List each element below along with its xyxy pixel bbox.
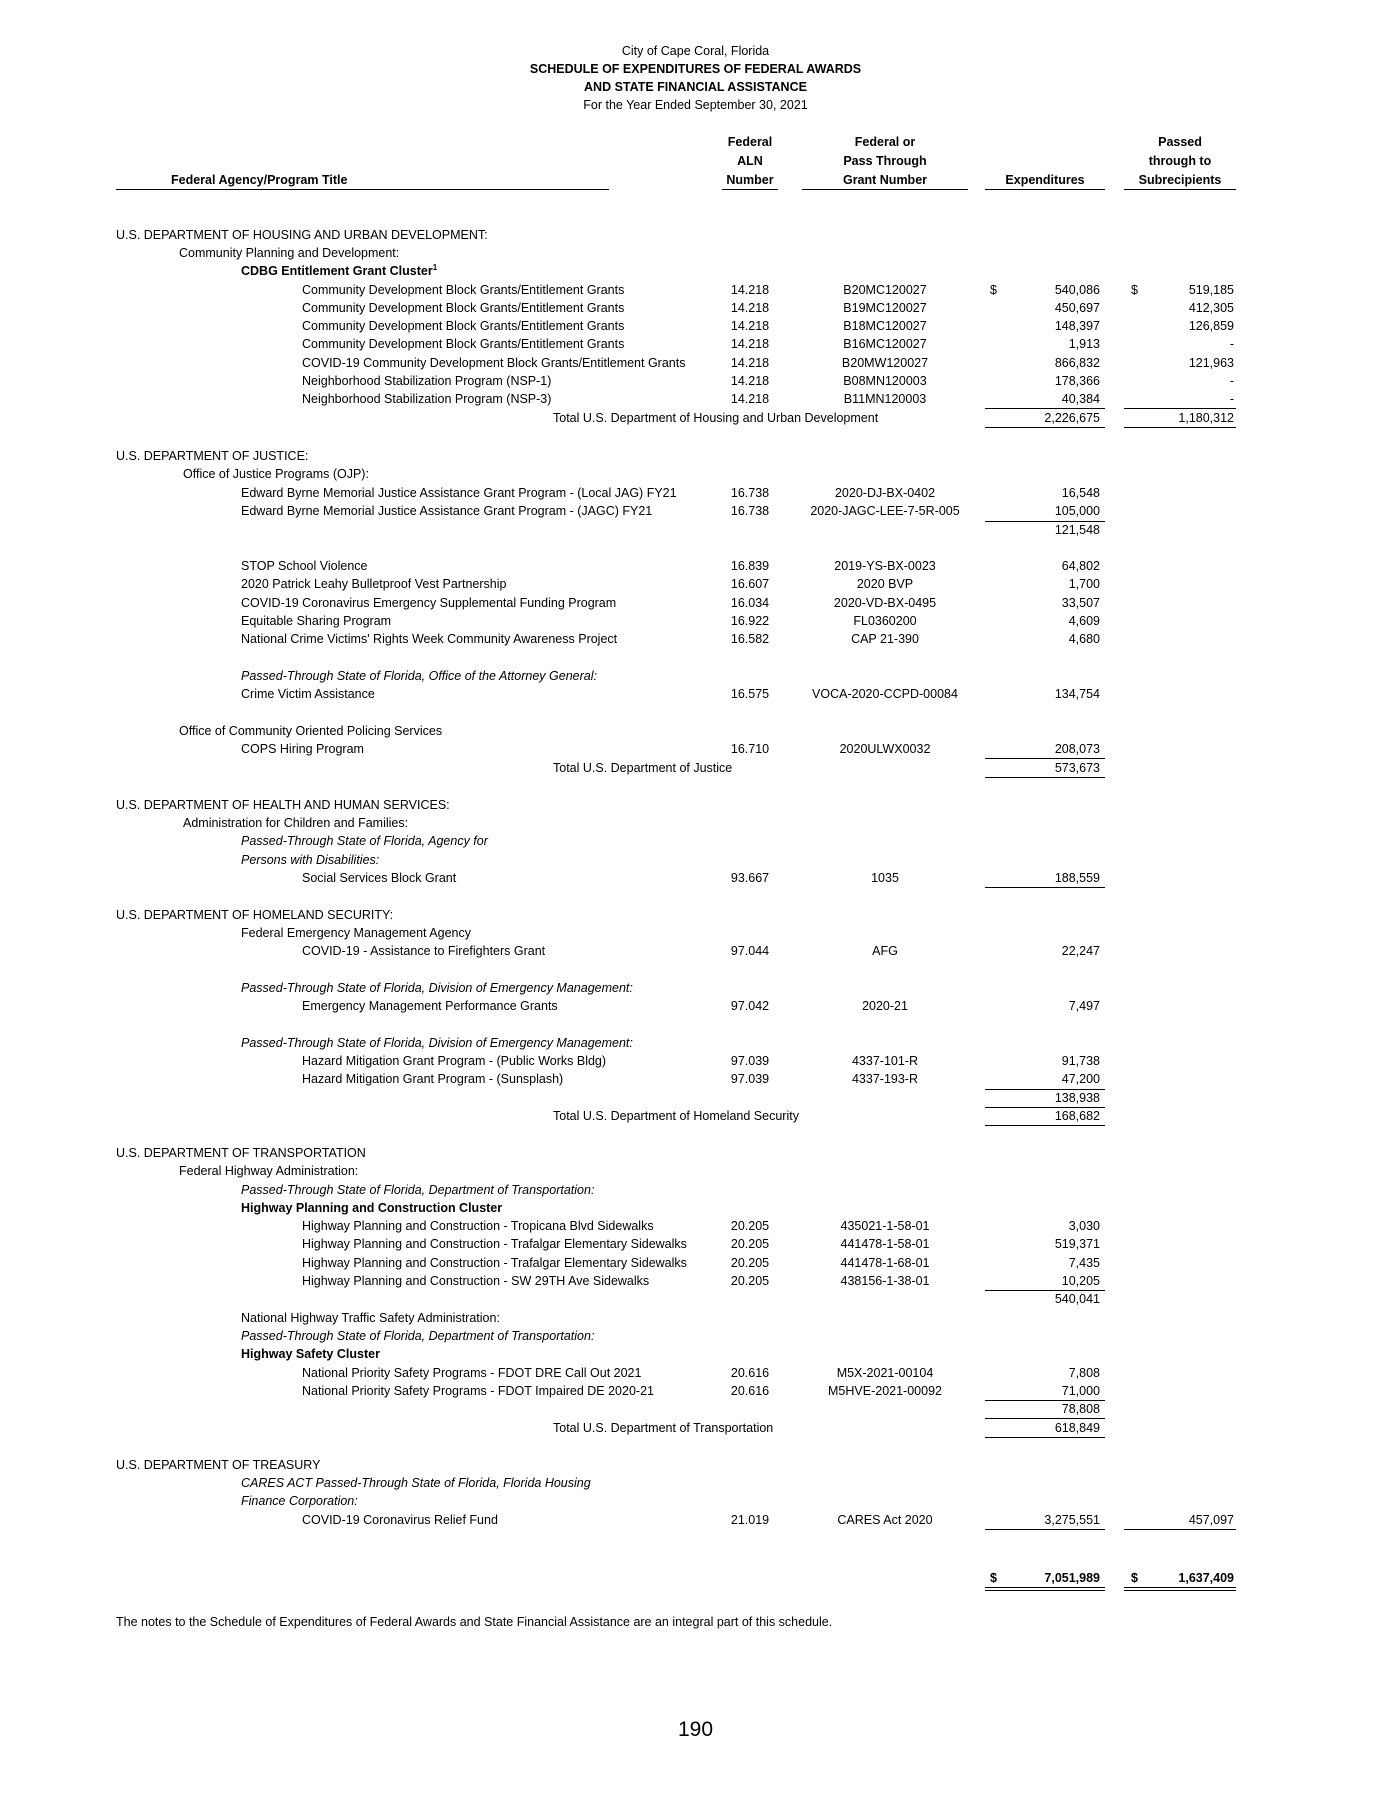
table-row-exp: 208,073 (1054, 742, 1100, 756)
hm-underline (985, 1089, 1105, 1090)
table-row-aln: 97.039 (730, 1072, 770, 1086)
table-row-sub: 412,305 (1188, 301, 1234, 315)
table-row-exp: 866,832 (1054, 356, 1100, 370)
dhs-total-underline (985, 1125, 1105, 1126)
table-row-exp: 3,030 (1068, 1219, 1100, 1233)
city-name: City of Cape Coral, Florida (621, 44, 770, 58)
table-row-aln: 14.218 (730, 374, 770, 388)
hpc-underline (985, 1290, 1105, 1291)
col-program-title: Federal Agency/Program Title (171, 173, 348, 187)
table-row-grant: CARES Act 2020 (837, 1513, 933, 1527)
table-row-exp: 7,497 (1068, 999, 1100, 1013)
dhs-passthrough-2: Passed-Through State of Florida, Division of Emergency Management: (241, 1036, 633, 1050)
table-row-grant: 4337-101-R (851, 1054, 918, 1068)
table-row-exp: 3,275,551 (1044, 1513, 1100, 1527)
table-row-aln: 14.218 (730, 319, 770, 333)
table-row-grant: 2019-YS-BX-0023 (834, 559, 936, 573)
col-aln-l2: ALN (737, 154, 763, 168)
table-row-title: COVID-19 Coronavirus Relief Fund (302, 1513, 498, 1527)
col-grant-l3: Grant Number (842, 173, 928, 187)
table-row-aln: 21.019 (730, 1513, 770, 1527)
dot-passthrough-1: Passed-Through State of Florida, Department of Transportation: (241, 1183, 595, 1197)
table-row-aln: 14.218 (730, 356, 770, 370)
dot-agency: U.S. DEPARTMENT OF TRANSPORTATION (116, 1146, 366, 1160)
table-row-aln: 93.667 (730, 871, 770, 885)
dot-office-2: National Highway Traffic Safety Administration: (241, 1311, 500, 1325)
grand-total-double-underline-sub (1124, 1587, 1236, 1591)
table-row-grant: B08MN120003 (843, 374, 927, 388)
table-row-aln: 20.616 (730, 1384, 770, 1398)
dhs-passthrough-1: Passed-Through State of Florida, Division of Emergency Management: (241, 981, 633, 995)
doj-total-exp: 573,673 (1054, 761, 1100, 775)
hud-total-exp: 2,226,675 (1044, 411, 1100, 425)
dot-total-label: Total U.S. Department of Transportation (553, 1421, 774, 1435)
hud-total-label: Total U.S. Department of Housing and Urban Development (553, 411, 879, 425)
table-row-title: Crime Victim Assistance (241, 687, 375, 701)
table-row-exp: 4,609 (1068, 614, 1100, 628)
table-row-exp: 71,000 (1061, 1384, 1100, 1398)
dot-cluster-hs: Highway Safety Cluster (241, 1347, 380, 1361)
table-row-title: COVID-19 Coronavirus Emergency Supplemental Funding Program (241, 596, 617, 610)
doj-underline (985, 758, 1105, 759)
dhs-total-exp: 168,682 (1054, 1109, 1100, 1123)
table-row-exp: 7,808 (1068, 1366, 1100, 1380)
table-row-aln: 16.839 (730, 559, 770, 573)
col-expenditures: Expenditures (1005, 173, 1085, 187)
table-row-exp: 10,205 (1061, 1274, 1100, 1288)
table-row-grant: AFG (872, 944, 898, 958)
table-row-sub: 121,963 (1188, 356, 1234, 370)
table-row-grant: CAP 21-390 (851, 632, 919, 646)
treasury-agency: U.S. DEPARTMENT OF TREASURY (116, 1458, 321, 1472)
table-row-grant: 441478-1-68-01 (840, 1256, 930, 1270)
table-row-grant: 2020-VD-BX-0495 (833, 596, 937, 610)
table-row-aln: 16.710 (730, 742, 770, 756)
table-row-exp: 33,507 (1061, 596, 1100, 610)
table-row-grant: 435021-1-58-01 (840, 1219, 930, 1233)
table-row-aln: 20.616 (730, 1366, 770, 1380)
table-row-exp: 7,435 (1068, 1256, 1100, 1270)
table-row-exp: 40,384 (1061, 392, 1100, 406)
table-row-grant: M5X-2021-00104 (836, 1366, 934, 1380)
col-aln-l1: Federal (727, 135, 773, 149)
table-row-sub: - (1229, 392, 1234, 406)
hud-total-underline-sub (1124, 427, 1236, 428)
col-grant-l2: Pass Through (843, 154, 927, 168)
dot-total-exp: 618,849 (1054, 1421, 1100, 1435)
col-exp-underline (985, 189, 1105, 190)
table-row-grant: 2020-21 (862, 999, 908, 1013)
table-row-exp: 47,200 (1061, 1072, 1100, 1086)
hpc-subtotal: 540,041 (1054, 1292, 1100, 1306)
col-program-underline (116, 189, 609, 190)
table-row-exp: 91,738 (1061, 1054, 1100, 1068)
table-row-aln: 14.218 (730, 392, 770, 406)
table-row-grant: 441478-1-58-01 (840, 1237, 930, 1251)
hhs-passthrough-2: Persons with Disabilities: (241, 853, 380, 867)
dhs-total-label: Total U.S. Department of Homeland Security (553, 1109, 799, 1123)
table-row-title: Highway Planning and Construction - SW 29TH Ave Sidewalks (302, 1274, 650, 1288)
table-row-grant: B16MC120027 (843, 337, 927, 351)
table-row-exp: 1,913 (1068, 337, 1100, 351)
dollar-sign: $ (990, 1571, 997, 1585)
table-row-title: Community Development Block Grants/Entitlement Grants (302, 283, 625, 297)
table-row-grant: 2020-DJ-BX-0402 (834, 486, 936, 500)
hud-cluster: CDBG Entitlement Grant Cluster$^1$ (241, 263, 438, 278)
table-row-aln: 16.582 (730, 632, 770, 646)
table-row-aln: 14.218 (730, 301, 770, 315)
dhs-office: Federal Emergency Management Agency (241, 926, 471, 940)
report-period: For the Year Ended September 30, 2021 (583, 98, 808, 112)
dot-total-underline (985, 1437, 1105, 1438)
table-row-grant: B19MC120027 (843, 301, 927, 315)
table-row-aln: 97.039 (730, 1054, 770, 1068)
table-row-exp: 1,700 (1068, 577, 1100, 591)
table-row-title: National Priority Safety Programs - FDOT Impaired DE 2020-21 (302, 1384, 654, 1398)
grand-total-sub: 1,637,409 (1178, 1571, 1234, 1585)
dhs-agency: U.S. DEPARTMENT OF HOMELAND SECURITY: (116, 908, 394, 922)
doj-passthrough: Passed-Through State of Florida, Office of the Attorney General: (241, 669, 597, 683)
table-row-exp: 22,247 (1061, 944, 1100, 958)
table-row-sub: - (1229, 374, 1234, 388)
table-row-grant: 2020 BVP (856, 577, 914, 591)
dot-office: Federal Highway Administration: (179, 1164, 359, 1178)
table-row-title: Highway Planning and Construction - Tropicana Blvd Sidewalks (302, 1219, 654, 1233)
cops-office: Office of Community Oriented Policing Services (179, 724, 443, 738)
table-row-grant: 1035 (871, 871, 899, 885)
col-sub-l2: through to (1148, 154, 1212, 168)
hhs-underline (985, 887, 1105, 888)
table-row-exp: 16,548 (1061, 486, 1100, 500)
doj-agency: U.S. DEPARTMENT OF JUSTICE: (116, 449, 309, 463)
col-aln-l3: Number (726, 173, 774, 187)
table-row-title: Highway Planning and Construction - Trafalgar Elementary Sidewalks (302, 1237, 687, 1251)
table-row-grant: M5HVE-2021-00092 (828, 1384, 942, 1398)
table-row-title: Edward Byrne Memorial Justice Assistance Grant Program - (JAGC) FY21 (241, 504, 653, 518)
hs-subtotal-underline (985, 1418, 1105, 1419)
doj-total-underline (985, 777, 1105, 778)
table-row-exp: 4,680 (1068, 632, 1100, 646)
table-row-title: Neighborhood Stabilization Program (NSP-1) (302, 374, 552, 388)
hs-underline (985, 1400, 1105, 1401)
table-row-title: STOP School Violence (241, 559, 368, 573)
table-row-grant: 438156-1-38-01 (840, 1274, 930, 1288)
report-title-line2: AND STATE FINANCIAL ASSISTANCE (584, 80, 807, 94)
dollar-sign: $ (1131, 1571, 1138, 1585)
table-row-grant: 4337-193-R (851, 1072, 918, 1086)
hm-subtotal-underline (985, 1107, 1105, 1108)
table-row-aln: 20.205 (730, 1256, 770, 1270)
table-row-exp: 188,559 (1054, 871, 1100, 885)
table-row-sub: - (1229, 337, 1234, 351)
table-row-exp: 134,754 (1054, 687, 1100, 701)
table-row-title: Emergency Management Performance Grants (302, 999, 558, 1013)
treasury-passthrough-1: CARES ACT Passed-Through State of Florida, Florida Housing (241, 1476, 591, 1490)
table-row-title: Hazard Mitigation Grant Program - (Sunsplash) (302, 1072, 564, 1086)
table-row-aln: 16.034 (730, 596, 770, 610)
table-row-aln: 16.922 (730, 614, 770, 628)
table-row-title: COVID-19 - Assistance to Firefighters Grant (302, 944, 546, 958)
hud-sub-underline (1124, 408, 1236, 409)
table-row-title: Highway Planning and Construction - Trafalgar Elementary Sidewalks (302, 1256, 687, 1270)
dot-cluster-hpc: Highway Planning and Construction Cluster (241, 1201, 503, 1215)
table-row-grant: FL0360200 (853, 614, 917, 628)
col-sub-underline (1124, 189, 1236, 190)
dollar-sign: $ (1131, 283, 1138, 297)
table-row-title: Equitable Sharing Program (241, 614, 392, 628)
hud-exp-underline (985, 408, 1105, 409)
hhs-office: Administration for Children and Families: (183, 816, 409, 830)
table-row-aln: 20.205 (730, 1237, 770, 1251)
table-row-aln: 16.738 (730, 504, 770, 518)
table-row-title: Neighborhood Stabilization Program (NSP-3) (302, 392, 552, 406)
page-number: 190 (677, 1718, 714, 1741)
table-row-aln: 14.218 (730, 337, 770, 351)
table-row-title: Community Development Block Grants/Entitlement Grants (302, 319, 625, 333)
table-row-exp: 148,397 (1054, 319, 1100, 333)
col-sub-l3: Subrecipients (1138, 173, 1222, 187)
table-row-exp: 64,802 (1061, 559, 1100, 573)
table-row-grant: B11MN120003 (843, 392, 927, 406)
col-grant-l1: Federal or (854, 135, 916, 149)
table-row-exp: 178,366 (1054, 374, 1100, 388)
table-row-grant: 2020-JAGC-LEE-7-5R-005 (810, 504, 960, 518)
table-row-title: Community Development Block Grants/Entitlement Grants (302, 337, 625, 351)
table-row-aln: 16.607 (730, 577, 770, 591)
table-row-exp: 540,086 (1054, 283, 1100, 297)
table-row-title: 2020 Patrick Leahy Bulletproof Vest Partnership (241, 577, 507, 591)
table-row-grant: 2020ULWX0032 (839, 742, 931, 756)
grand-total-double-underline-exp (985, 1587, 1105, 1591)
col-grant-underline (802, 189, 968, 190)
report-title-line1: SCHEDULE OF EXPENDITURES OF FEDERAL AWARDS (529, 62, 862, 76)
table-row-aln: 14.218 (730, 283, 770, 297)
table-row-grant: B20MW120027 (841, 356, 929, 370)
table-row-title: National Priority Safety Programs - FDOT DRE Call Out 2021 (302, 1366, 642, 1380)
table-row-grant: VOCA-2020-CCPD-00084 (812, 687, 958, 701)
hud-total-underline-exp (985, 427, 1105, 428)
hud-total-sub: 1,180,312 (1178, 411, 1234, 425)
table-row-grant: B20MC120027 (843, 283, 927, 297)
hud-office: Community Planning and Development: (179, 246, 400, 260)
table-row-title: Social Services Block Grant (302, 871, 457, 885)
table-row-aln: 20.205 (730, 1219, 770, 1233)
treasury-sub-underline (1124, 1529, 1236, 1530)
table-row-aln: 97.042 (730, 999, 770, 1013)
table-row-sub: 519,185 (1188, 283, 1234, 297)
table-row-aln: 97.044 (730, 944, 770, 958)
table-row-title: COPS Hiring Program (241, 742, 364, 756)
hs-subtotal: 78,808 (1061, 1402, 1100, 1416)
col-sub-l1: Passed (1158, 135, 1202, 149)
hhs-passthrough-1: Passed-Through State of Florida, Agency for (241, 834, 488, 848)
table-row-sub: 457,097 (1188, 1513, 1234, 1527)
treasury-exp-underline (985, 1529, 1105, 1530)
hud-agency: U.S. DEPARTMENT OF HOUSING AND URBAN DEVELOPMENT: (116, 228, 488, 242)
table-row-aln: 16.575 (730, 687, 770, 701)
grand-total-exp: 7,051,989 (1044, 1571, 1100, 1585)
table-row-title: Hazard Mitigation Grant Program - (Public Works Bldg) (302, 1054, 607, 1068)
table-row-title: National Crime Victims' Rights Week Community Awareness Project (241, 632, 618, 646)
table-row-aln: 16.738 (730, 486, 770, 500)
hm-subtotal: 138,938 (1054, 1091, 1100, 1105)
hhs-agency: U.S. DEPARTMENT OF HEALTH AND HUMAN SERVICES: (116, 798, 450, 812)
table-row-title: COVID-19 Community Development Block Grants/Entitlement Grants (302, 356, 686, 370)
doj-total-label: Total U.S. Department of Justice (553, 761, 733, 775)
dot-passthrough-2: Passed-Through State of Florida, Department of Transportation: (241, 1329, 595, 1343)
table-row-aln: 20.205 (730, 1274, 770, 1288)
jag-underline (985, 521, 1105, 522)
table-row-sub: 126,859 (1188, 319, 1234, 333)
table-row-exp: 519,371 (1054, 1237, 1100, 1251)
hud-cluster-footnote: 1 (432, 263, 438, 272)
table-row-exp: 450,697 (1054, 301, 1100, 315)
footnote: The notes to the Schedule of Expenditures of Federal Awards and State Financial Assistance are an integral part of this schedule. (116, 1615, 833, 1629)
dollar-sign: $ (990, 283, 997, 297)
jag-subtotal: 121,548 (1054, 523, 1100, 537)
table-row-title: Edward Byrne Memorial Justice Assistance Grant Program - (Local JAG) FY21 (241, 486, 677, 500)
treasury-passthrough-2: Finance Corporation: (241, 1494, 358, 1508)
table-row-title: Community Development Block Grants/Entitlement Grants (302, 301, 625, 315)
table-row-exp: 105,000 (1054, 504, 1100, 518)
doj-office: Office of Justice Programs (OJP): (183, 467, 369, 481)
table-row-grant: B18MC120027 (843, 319, 927, 333)
col-aln-underline (722, 189, 778, 190)
